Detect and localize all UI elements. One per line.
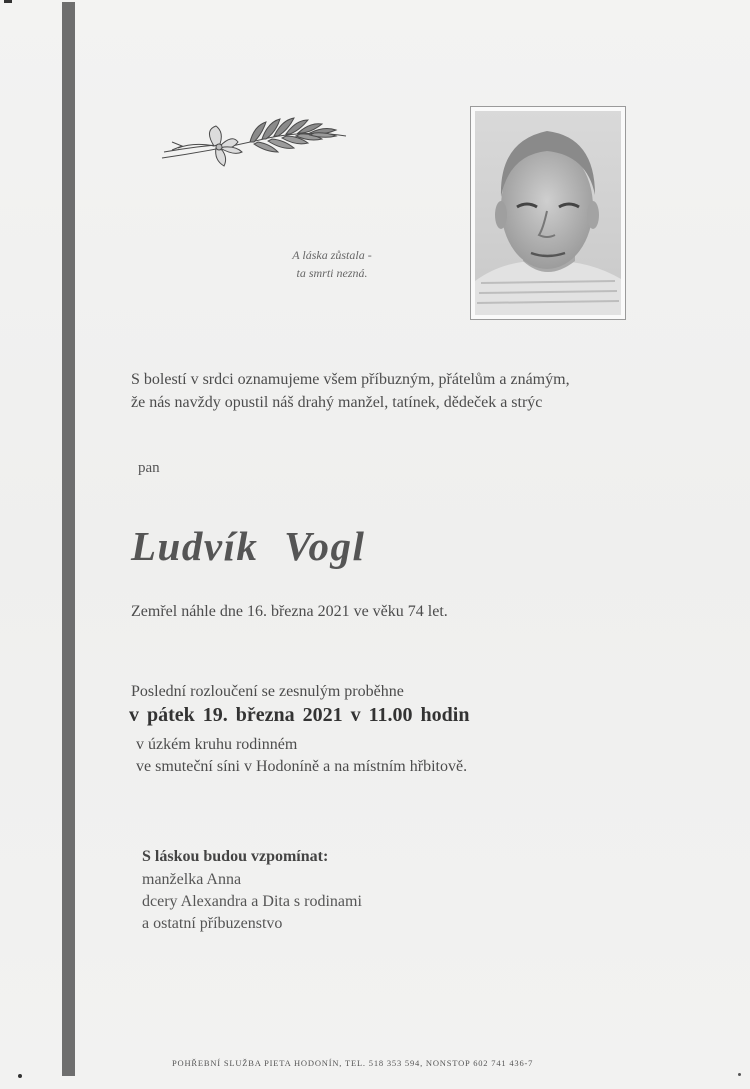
motto-line-2: ta smrti nezná. (296, 266, 368, 280)
mourners-heading: S láskou budou vzpomínat: (142, 848, 329, 865)
farewell-place-line-1: v úzkém kruhu rodinném (136, 736, 298, 753)
farewell-datetime: v pátek 19. března 2021 v 11.00 hodin (129, 704, 470, 726)
portrait-photo (470, 106, 626, 320)
death-notice: Zemřel náhle dne 16. března 2021 ve věku 74 let. (131, 603, 448, 620)
salutation: pan (138, 460, 160, 476)
mourner-line: a ostatní příbuzenstvo (142, 915, 283, 932)
motto (252, 246, 412, 282)
mourning-side-bar (62, 2, 75, 1076)
mourner-line: dcery Alexandra a Dita s rodinami (142, 893, 362, 910)
funeral-service-footer: POHŘEBNÍ SLUŽBA PIETA HODONÍN, TEL. 518 353 594, NONSTOP 602 741 436-7 (172, 1058, 534, 1068)
farewell-intro: Poslední rozloučení se zesnulým proběhne (131, 683, 404, 700)
corner-mark-bottom-right (738, 1073, 741, 1076)
corner-mark-bottom-left (18, 1074, 22, 1078)
portrait-image (475, 111, 621, 315)
announcement-text (131, 368, 691, 414)
announcement-line-1: S bolestí v srdci oznamujeme všem příbuzným, přátelům a známým, (131, 371, 570, 388)
farewell-place-line-2: ve smuteční síni v Hodoníně a na místním hřbitově. (136, 758, 468, 775)
corner-mark-top-left (4, 0, 12, 3)
announcement-line-2: že nás navždy opustil náš drahý manžel, tatínek, dědeček a strýc (131, 394, 543, 411)
deceased-name: Ludvík Vogl (131, 523, 366, 569)
palm-branch-icon (158, 112, 350, 170)
mourner-line: manželka Anna (142, 871, 242, 888)
motto-line-1: A láska zůstala - (292, 248, 372, 262)
